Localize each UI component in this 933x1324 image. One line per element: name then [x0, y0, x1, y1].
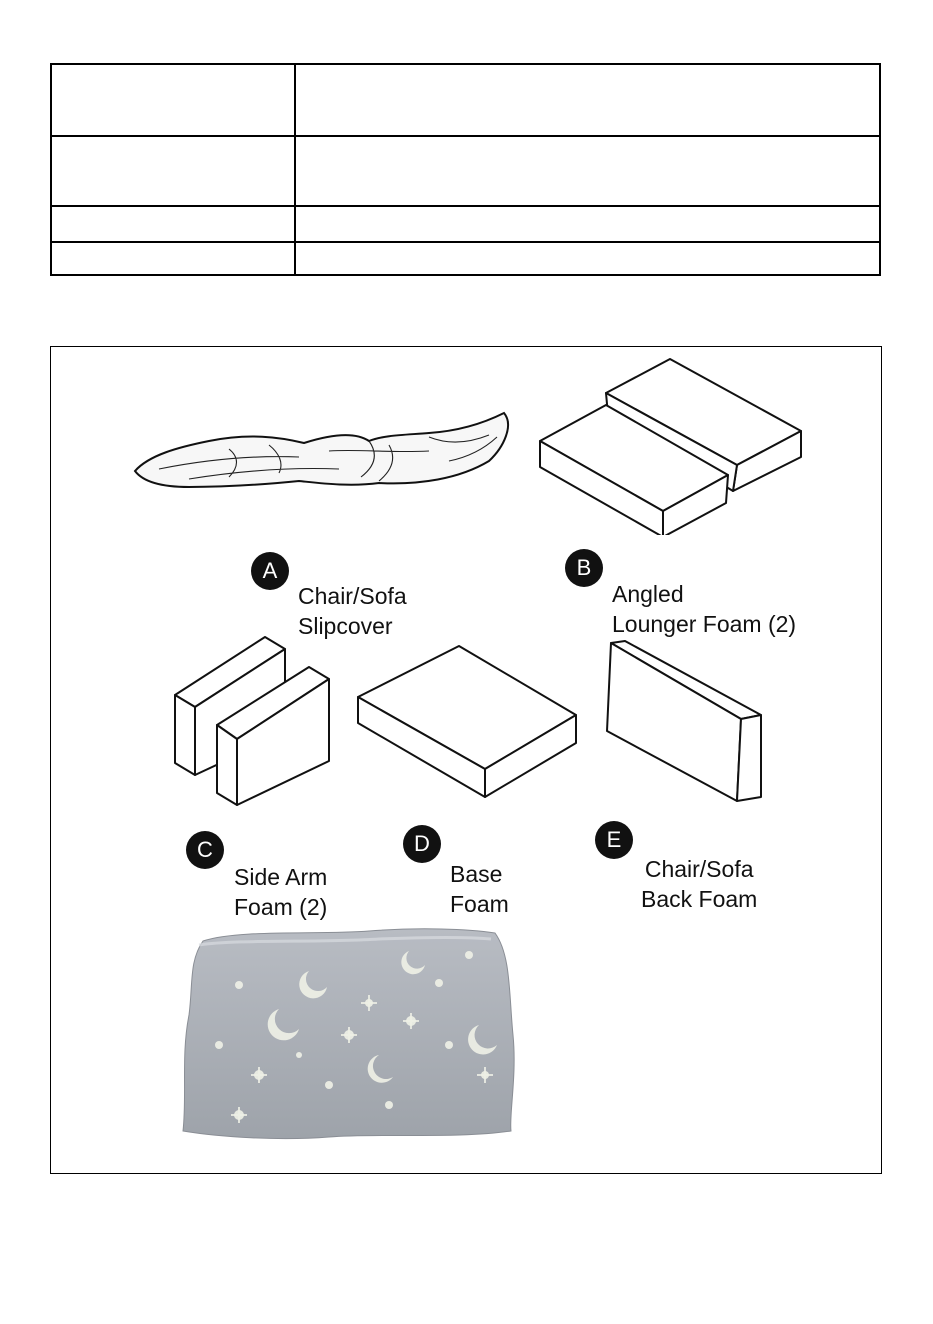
part-label-c: Side Arm Foam (2) [234, 864, 328, 920]
back-foam-illustration [605, 639, 765, 805]
table-row [52, 65, 879, 137]
part-badge-d: D [403, 825, 441, 863]
moon-star-blanket-photo [179, 925, 521, 1140]
part-label-a: Chair/Sofa Slipcover [298, 583, 407, 639]
spec-table [50, 63, 881, 276]
part-label-d: Base Foam [450, 861, 509, 917]
part-badge-e: E [595, 821, 633, 859]
angled-foam-illustration [536, 355, 806, 535]
part-badge-a: A [251, 552, 289, 590]
part-label-e: Chair/Sofa Back Foam [641, 856, 758, 912]
slipcover-illustration [129, 405, 514, 490]
parts-list-box [50, 346, 882, 1174]
part-badge-b: B [565, 549, 603, 587]
table-row [52, 135, 879, 207]
base-foam-illustration [355, 643, 579, 801]
side-arm-foam-illustration [171, 633, 336, 808]
part-label-b: Angled Lounger Foam (2) [612, 581, 797, 637]
part-badge-c: C [186, 831, 224, 869]
table-row [52, 205, 879, 243]
table-row [52, 241, 879, 274]
